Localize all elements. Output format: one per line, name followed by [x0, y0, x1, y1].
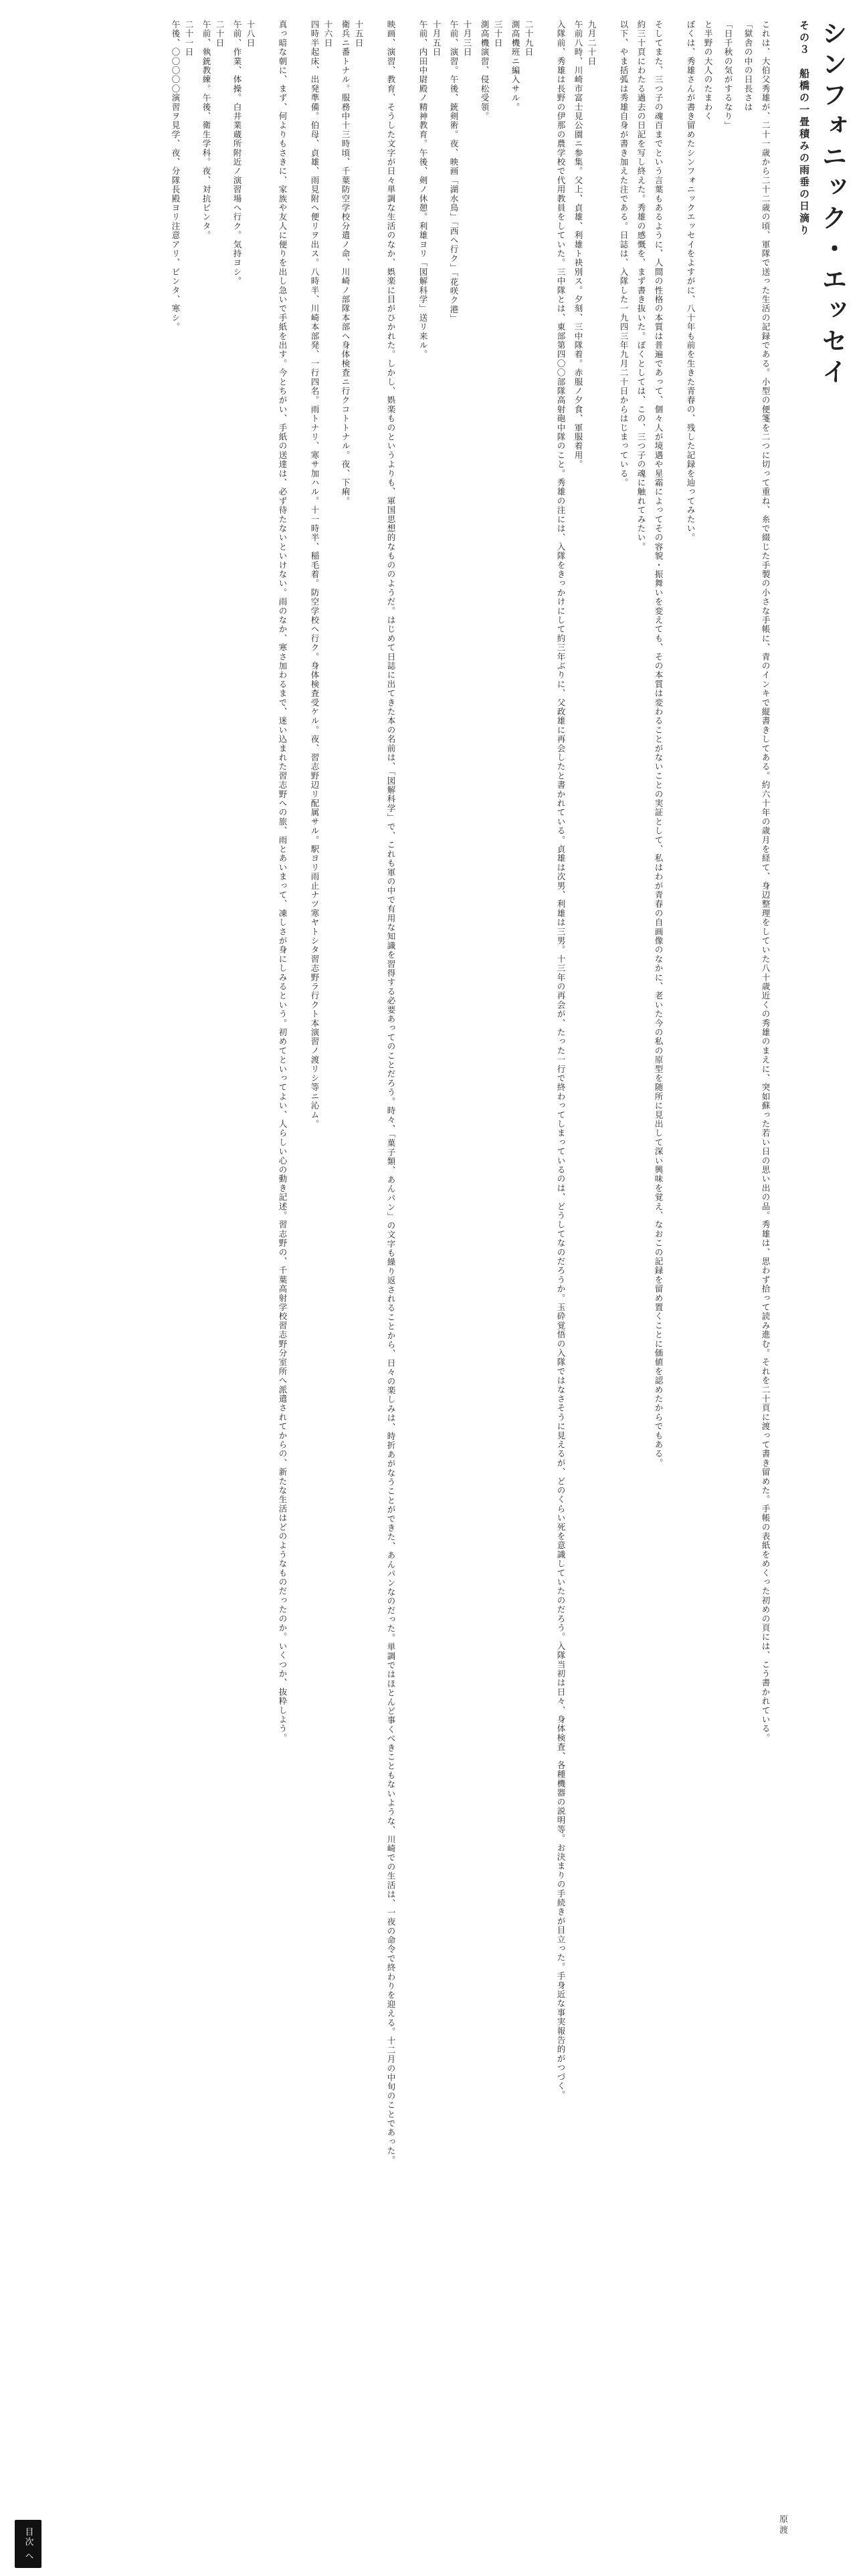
notes-paragraph: 以下、やま括弧は秀雄自身が書き加えた注である。日誌は、入隊した一九四三年九月二十日からはじまっている。	[619, 20, 629, 488]
diary-entry	[478, 20, 504, 2494]
commentary-text: 映画、演習、教育、そうした文字が日々単調な生活のなか、娯楽に目がひかれた。しかし、娯楽ものというよりも、軍国思想的なもののようだ。はじめて日誌に出てきた本の名前は、「図解科学」で、これも軍の中で有用な知識を習得する必要あってのことだろう。時々、「菓子類、あんパン」の文字も繰り返されることから、日々の楽しみは、時折あがなうことができた、あんパンなのだった。単調ではほとんど事くべきこともないような、川崎での生活は、一夜の命令で終わりを迎える。十二月の中旬のことであった。	[386, 20, 396, 2165]
purpose-paragraph: ぼくは、秀雄さんが書き留めたシンフォニックエッセイをよすがに、八十年も前を生きた青春の、残した記録を辿ってみたい。	[686, 20, 696, 542]
entry-text: 測高機班ニ編入サル。	[510, 20, 520, 112]
toc-label: 目次	[23, 2527, 33, 2547]
diary-entry	[199, 20, 226, 2494]
entry-date: 二十九日	[524, 20, 534, 57]
entry-date: 十月五日	[432, 20, 442, 57]
entry-text: 午前、作業、体操。白井業蔵所附近ノ演習場ヘ行ク。気持ヨシ。	[232, 20, 242, 286]
entry-date: 二十一日	[184, 20, 194, 57]
diary-entry	[571, 20, 598, 2494]
article-subtitle: その３ 船橋の一畳積みの雨垂の日滴り	[798, 20, 810, 237]
commentary-text: 入隊前、秀雄は長野の伊那の農学校で代用教員をしていた。三中隊とは、東部第四〇〇部隊高射砲中隊のこと。秀雄の注には、入隊をきっかけにして約三年ぶりに、父政雄に再会したと書かれている。貞雄は次男、利雄は三男。十三年の再会が、たった一行で終わってしまっているのは、どうしてなのだろうか。玉砕覚悟の入隊ではなさそうに見えるが、どのくらい死を意識していたのだろう。入隊当初は日々、身体検査、各種機器の説明等。お決まりの手続きが目立った。手身近な事実報告的がつづく。	[556, 20, 566, 2100]
diary-commentary	[276, 20, 289, 2494]
author-name: 原渡	[777, 2514, 787, 2536]
quote-attribution: と半野の大人のたまわく	[703, 20, 713, 121]
toc-arrow-icon: ヘ	[23, 2551, 33, 2561]
entry-date: 十六日	[323, 20, 333, 48]
diary-entry	[416, 20, 443, 2494]
entry-text: 測高機演習、侵松受領。	[480, 20, 490, 121]
diary-entry	[508, 20, 535, 2494]
entry-date: 九月二十日	[587, 20, 597, 66]
vertical-article	[165, 20, 847, 2494]
quote-line-1: 「獄舎の中の日長さは	[743, 20, 753, 112]
diary-entry	[230, 20, 257, 2494]
entry-date: 十月三日	[462, 20, 472, 57]
diary-entry	[169, 20, 195, 2494]
diary-commentary	[384, 20, 397, 2494]
diary-commentary	[554, 20, 567, 2494]
diary-entry	[447, 20, 474, 2494]
entry-text: 衛兵ニ番トナル。服務中十三時頃、千葉防空学校分遣ノ命、川崎ノ部隊本部ヘ身体検査ニ行クコトトナル。夜、下痢。	[341, 20, 351, 506]
entry-text: 四時半起床、出発準備。伯母、貞雄、雨見附ヘ便リヲ出ス。八時半、川崎本部発、一行四名。雨トナリ、寒サ加ハル。十一時半、稲毛着。防空学校ヘ行ク。身体検査受ケル。夜、習志野辺リ配属サル。駅ヨリ雨止ナツ寒ヤトシタ習志野ラ行クト本演習ノ渡リシ等ニ沁ム。	[310, 20, 320, 1129]
entry-date: 十八日	[246, 20, 256, 48]
quote-line-2: 「日千秋の気がするなり」	[723, 20, 733, 130]
diary-entry	[308, 20, 335, 2494]
entry-text: 午前、内田中尉殿ノ精神教育。午後、剣ノ休憩。利雄ヨリ「図解科学」送リ来ル。	[418, 20, 428, 359]
diary-section	[169, 20, 598, 2494]
article-title: シンフォニック・エッセイ	[818, 20, 847, 389]
entry-date: 二十日	[215, 20, 225, 48]
transcription-paragraph: 約三十頁にわたる過去の日記を写し終えた。秀雄の感慨を、まず書き抜いた。ぼくとしては、この、三つ子の魂に触れてみたい。	[636, 20, 646, 552]
entry-text: 午後、〇〇〇〇〇演習ヲ見学、夜、分隊長殿ヨリ注意アリ、ビンタ、寒シ。	[171, 20, 181, 332]
reflection-paragraph: そしてまた、三つ子の魂百までという言葉もあるように、人間の性格の本質は普遍であって、個々人が境遇や星霜によってその容貌・振舞いを変えても、その本質は変わることがないことの実証として、私はわが青春の自画像のなかに、老いた今の私の原型を随所に見出して深い興味を覚え、なおこの記録を留め置くことに価値を認めたからでもある。	[654, 20, 664, 1468]
intro-paragraph: これは、大伯父秀雄が、二十一歳から二十二歳の頃、軍隊で送った生活の記録である。小型の便箋を二つに切って重ね、糸で綴じた手製の小さな手帳に、青のインキで縦書きしてある。約六十年の歳月を経て、身辺整理をしていた八十歳近くの秀雄のまえに、突如蘇った若い日の思い出の品。秀雄は、思わず拾って読み進む。それを二十頁に渡って書き留めた。手帳の表紙をめくった初めの頁には、こう書かれている。	[761, 20, 771, 1743]
entry-text: 午前、執銃教練。午後、衛生学科。夜、対抗ビンタ。	[201, 20, 211, 240]
toc-button[interactable]	[15, 2520, 41, 2568]
entry-date: 十五日	[354, 20, 364, 48]
entry-text: 午前八時、川崎市富士見公園ニ参集。父上、貞雄、利雄ト袂別ス。夕刻、三中隊着。赤服ノ夕食、軍服着用。	[573, 20, 583, 469]
diary-entry	[339, 20, 365, 2494]
entry-date: 三十日	[493, 20, 503, 48]
commentary-text: 真っ暗な朝に、まず、何よりもさきに、家族や友人に便りを出し急いで手紙を出す。今とちがい、手紙の送達は、必ず待たないといけない。雨のなか、寒さ加わるまで、迷い込まれた習志野への旅、雨とあいまって、凍しさが身にしみるという。初めてといってよい、人らしい心の動き記述。習志野の、千葉高射学校習志野分室所へ派遣されてからの、新たな生活はどのようなものだったのか。いくつか、抜粋しよう。	[278, 20, 288, 1743]
entry-text: 午前、演習。午後、銃剣術。夜、映画「湖水鳥」「西ヘ行ク」「花咲ク港」	[449, 20, 459, 324]
